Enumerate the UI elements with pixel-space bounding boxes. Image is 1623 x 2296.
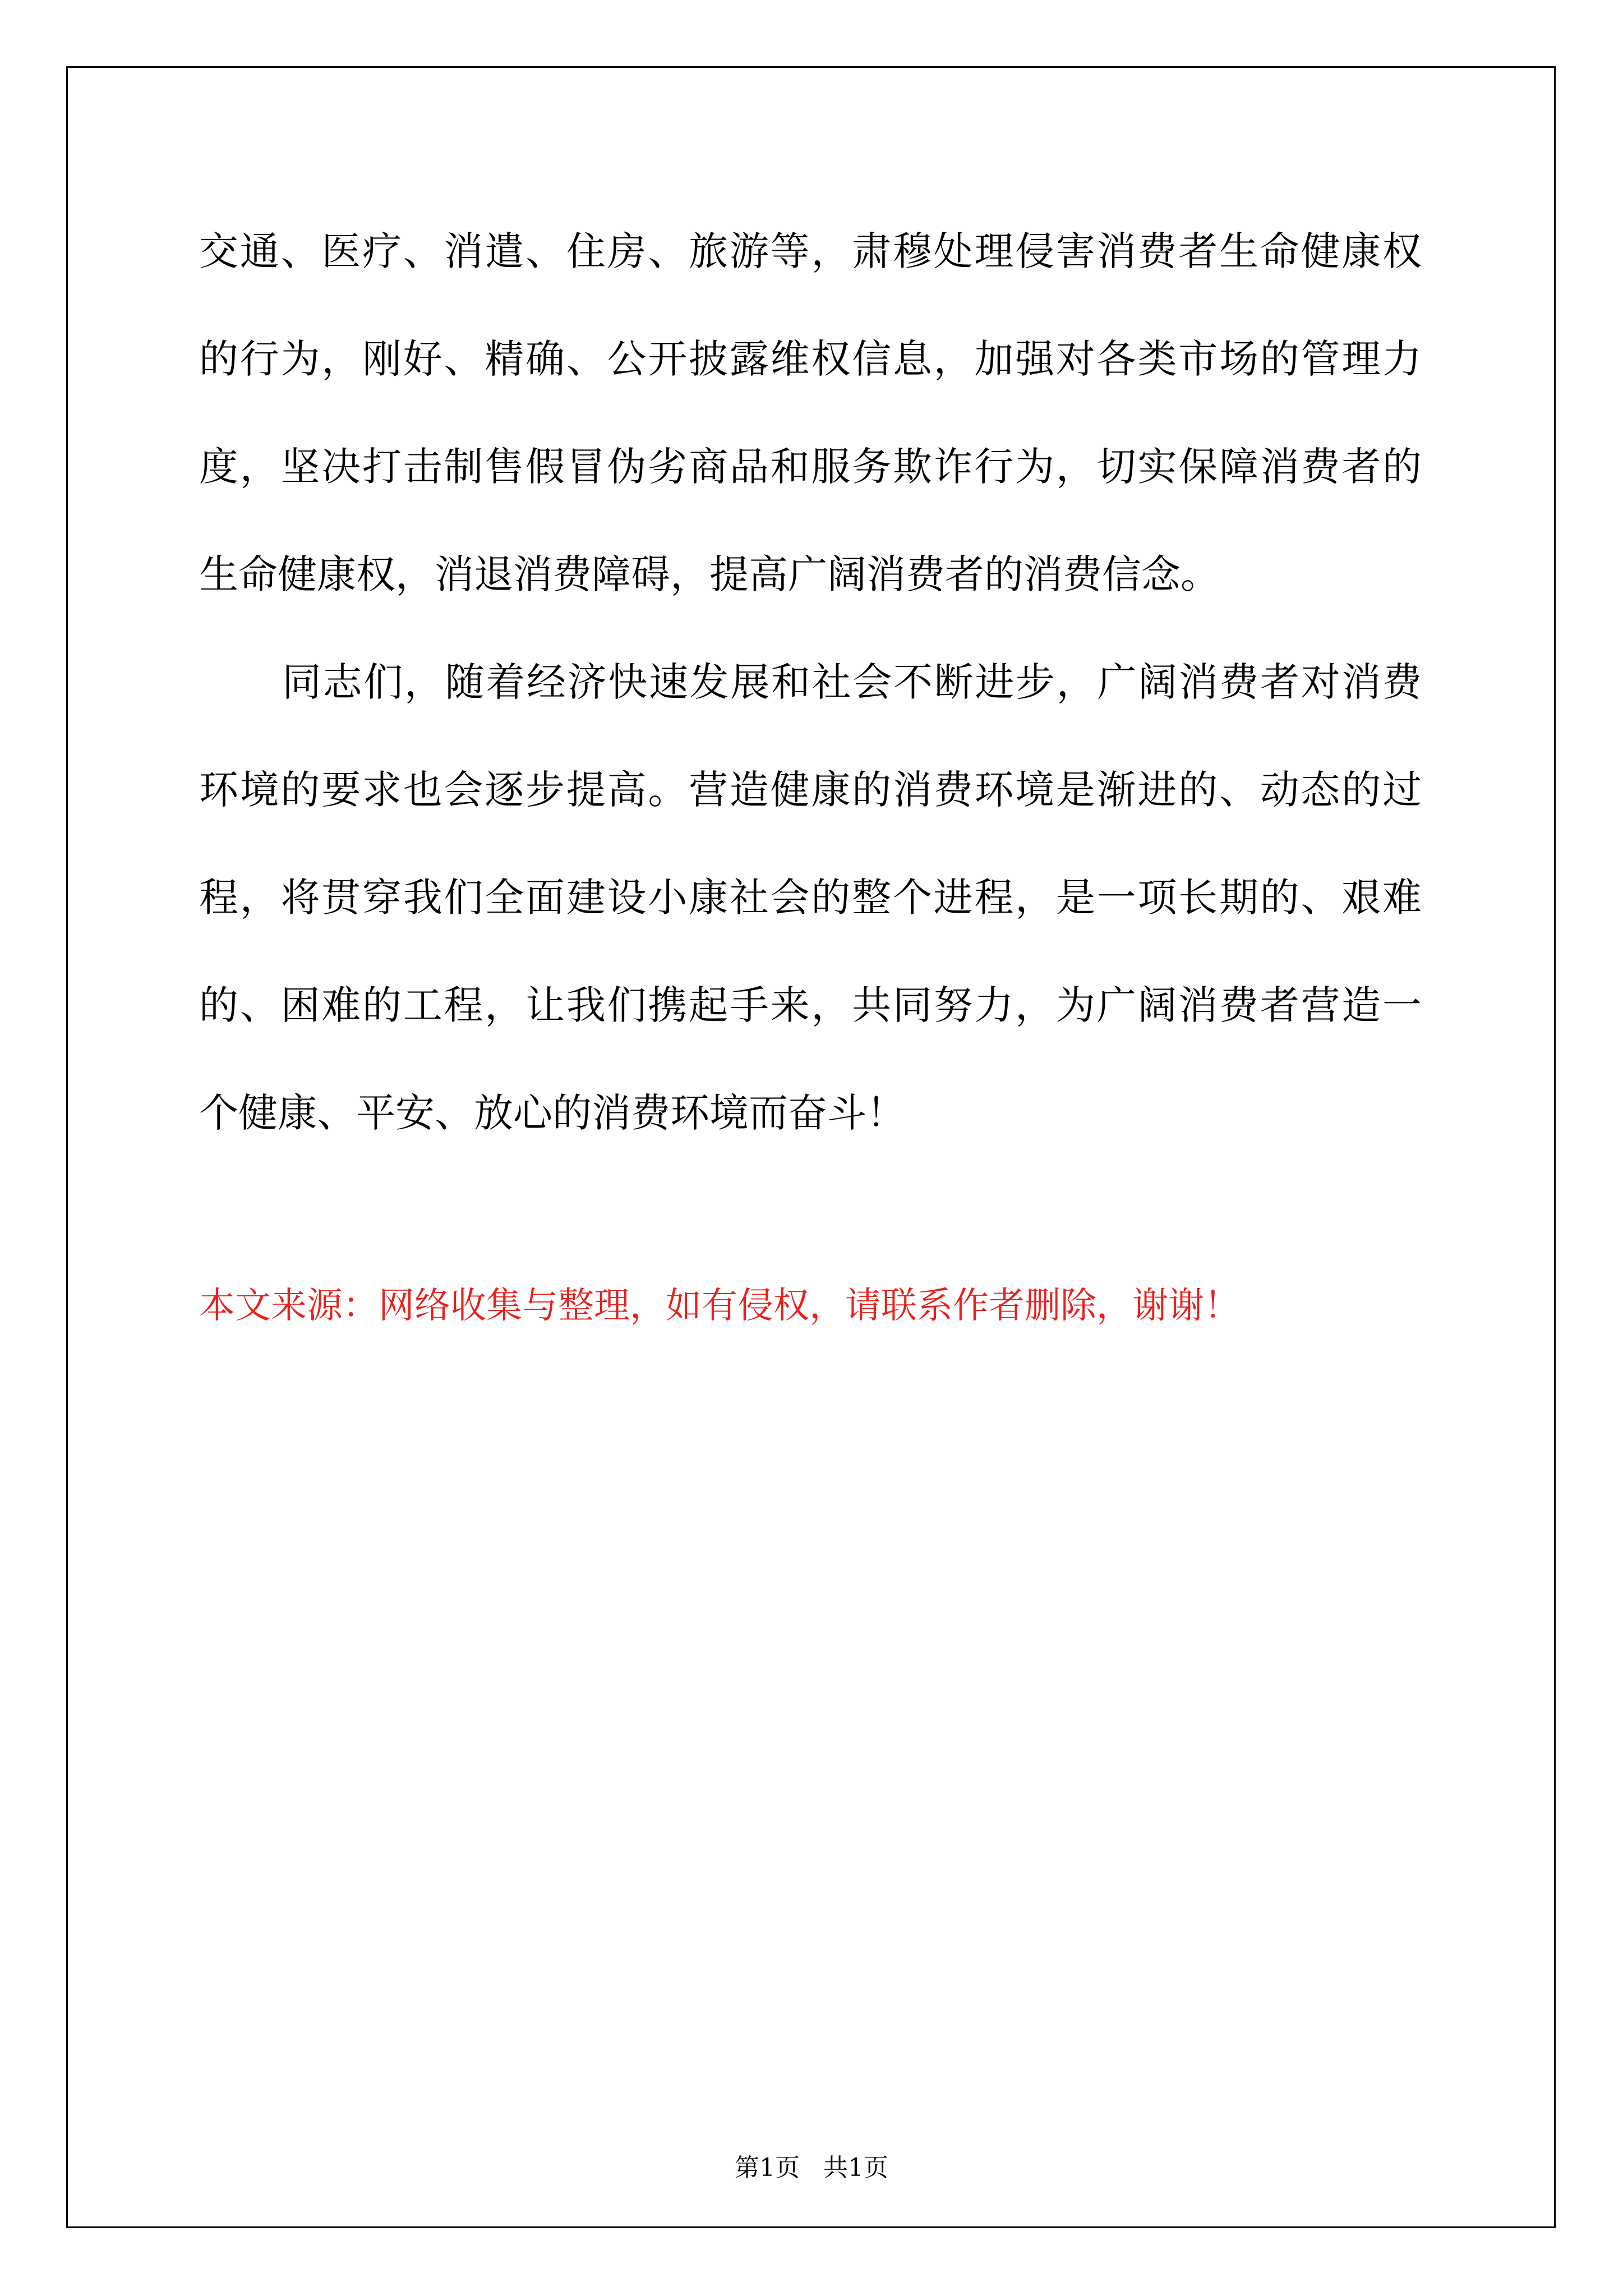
paragraph2-line-5: 个健康、平安、放心的消费环境而奋斗！ <box>199 1090 906 1136</box>
page-frame <box>66 66 1556 2228</box>
paragraph2-line-2: 环境的要求也会逐步提高。营造健康的消费环境是渐进的、动态的过 <box>199 767 1422 813</box>
paragraph1-line-3: 度，坚决打击制售假冒伪劣商品和服务欺诈行为，切实保障消费者的 <box>199 444 1422 490</box>
paragraph1-line-4: 生命健康权，消退消费障碍，提高广阔消费者的消费信念。 <box>199 551 1220 597</box>
page-footer: 第1页 共1页 <box>735 2154 888 2182</box>
paragraph1-line-1: 交通、医疗、消遣、住房、旅游等，肃穆处理侵害消费者生命健康权 <box>199 228 1422 274</box>
paragraph1-line-2: 的行为，刚好、精确、公开披露维权信息，加强对各类市场的管理力 <box>199 336 1422 382</box>
paragraph2-line-4: 的、困难的工程，让我们携起手来，共同努力，为广阔消费者营造一 <box>199 982 1422 1028</box>
paragraph2-line-3: 程，将贯穿我们全面建设小康社会的整个进程，是一项长期的、艰难 <box>199 875 1422 921</box>
source-note: 本文来源：网络收集与整理，如有侵权，请联系作者删除，谢谢！ <box>199 1285 1240 1327</box>
paragraph2-line-1: 同志们，随着经济快速发展和社会不断进步，广阔消费者对消费 <box>282 659 1422 705</box>
